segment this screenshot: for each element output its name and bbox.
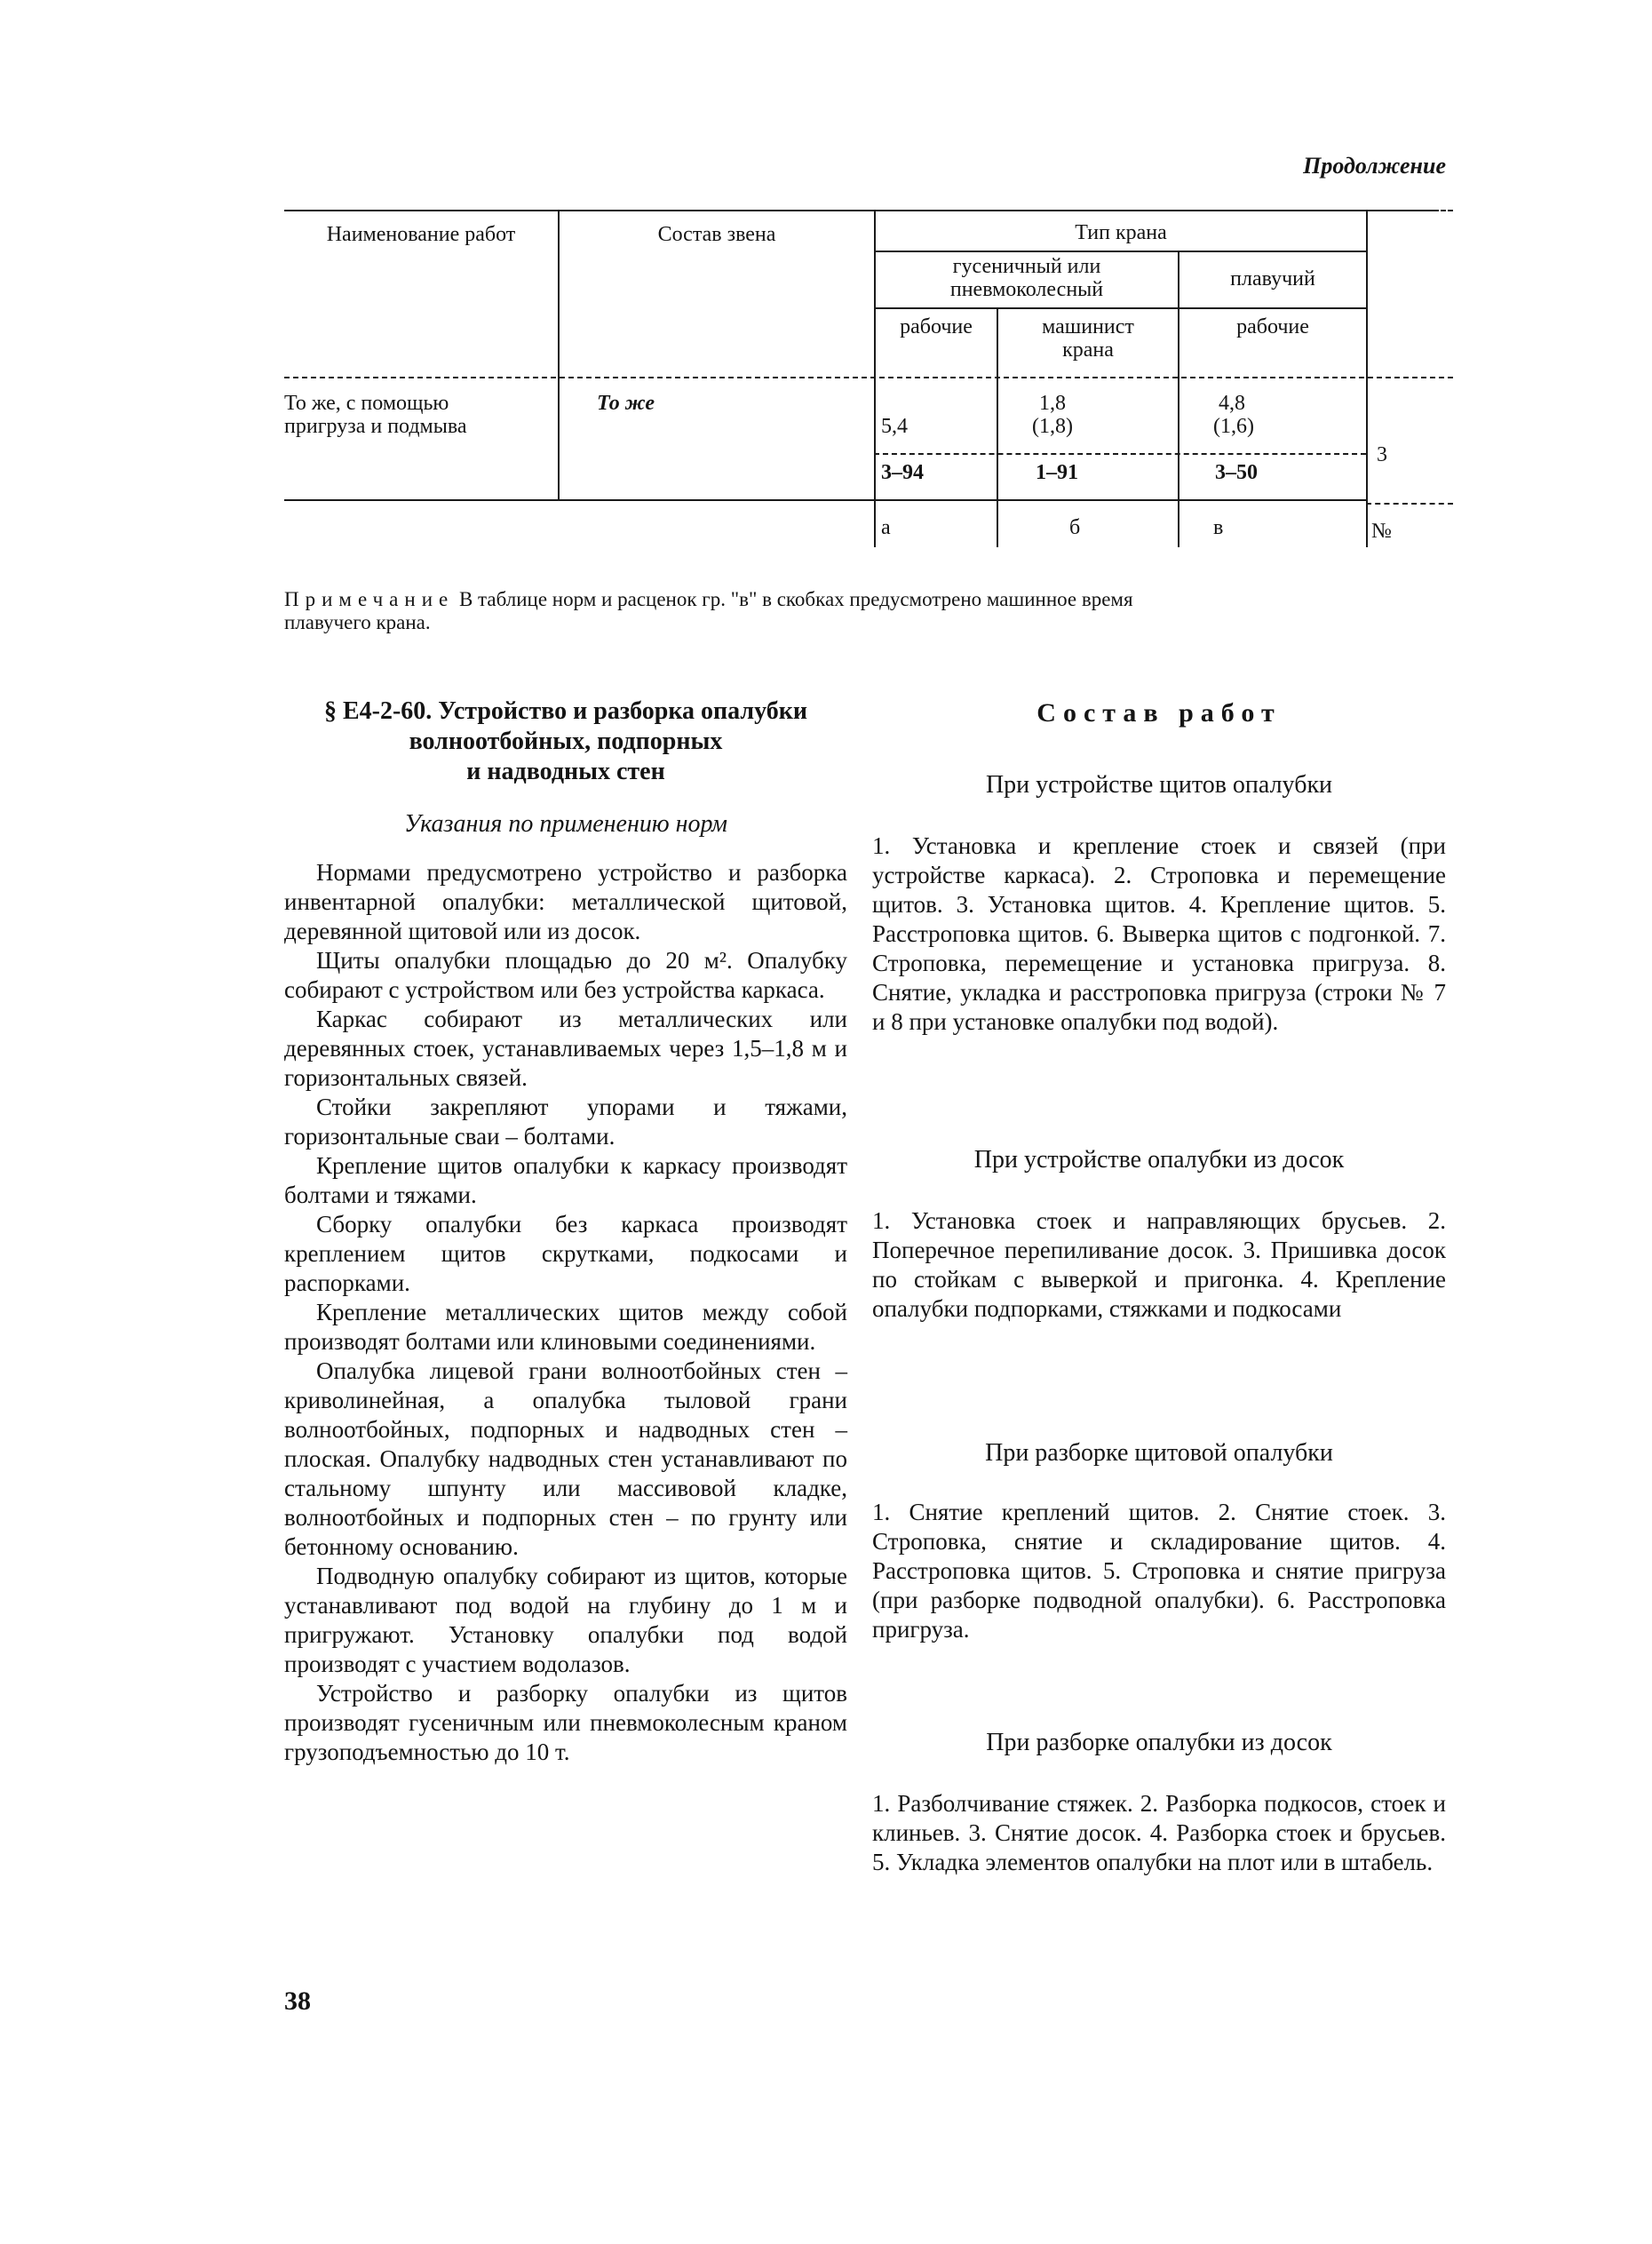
column-letter-a: а <box>881 516 891 539</box>
col-divider-1 <box>558 210 560 499</box>
guideline-paragraph: Нормами предусмотрено устройство и разборка инвентарной опалубки: металлической щитовой, деревянной щитовой или из досок. <box>284 859 847 944</box>
work-group-heading-2: При устройстве опалубки из досок <box>973 1146 1345 1174</box>
guidelines-title: Указания по применению норм <box>404 810 727 838</box>
norms-table <box>284 210 1453 547</box>
crane-subtype-underline <box>874 307 1366 309</box>
crane-type-underline <box>874 251 1366 252</box>
row-bottom-rule-tail <box>1366 503 1453 505</box>
note-text-line2: плавучего крана. <box>284 611 431 633</box>
guideline-paragraph: Устройство и разборку опалубки из щитов производят гусеничным или пневмоколесным краном грузоподъемностью до 10 т. <box>284 1680 847 1765</box>
header-operator-line2: крана <box>1062 338 1114 362</box>
header-floating: плавучий <box>1230 267 1315 290</box>
guideline-paragraph: Крепление металлических щитов между собой производят болтами или клиновыми соединениями. <box>284 1299 847 1355</box>
section-title-line1: § Е4-2-60. Устройство и разборка опалубки <box>323 697 808 725</box>
work-group-heading-1: При устройстве щитов опалубки <box>985 771 1333 799</box>
cell-b-norm: 1,8 <box>1039 392 1066 415</box>
guideline-paragraph: Щиты опалубки площадью до 20 м². Опалубку собирают с устройством или без устройства каркаса. <box>284 947 847 1003</box>
guideline-paragraph: Опалубка лицевой грани волноотбойных стен – криволинейная, а опалубка тыловой грани волноотбойных, подпорных и надводных стен – плоская. Опалубку надводных стен устанавливают по стальному шпунту или массивовой кладке, волноотбойных и подпорных стен – по грунту или бетонному основанию. <box>284 1357 847 1560</box>
section-title-line2: волноотбойных, подпорных <box>409 728 723 755</box>
work-group-text-1 <box>872 832 1446 1037</box>
cell-b-norm-machine: (1,8) <box>1032 415 1073 438</box>
work-group-text-3 <box>872 1498 1446 1644</box>
norm-rate-divider <box>874 453 1366 455</box>
work-group-steps: 1. Установка и крепление стоек и связей (при устройстве каркаса). 2. Строповка и перемещение щитов. 3. Установка щитов. 4. Крепление щитов. 5. Расстроповка щитов. 6. Выверка щитов с подгонкой. 7. Строповка, перемещение и установка пригруза. 8. Снятие, укладка и расстроповка пригруза (строки № 7 и 8 при установке опалубки под водой). <box>872 832 1446 1035</box>
work-group-heading-3: При разборке щитовой опалубки <box>985 1439 1333 1467</box>
work-group-steps: 1. Установка стоек и направляющих брусьев. 2. Поперечное перепиливание досок. 3. Пришивка досок по стойкам с выверкой и пригонка. 4. Крепление опалубки подпорками, стяжками и подкосами <box>872 1207 1446 1322</box>
row-name-line2: пригруза и подмыва <box>284 415 467 438</box>
continuation-label: Продолжение <box>1303 153 1446 179</box>
cell-c-rate: 3–50 <box>1215 461 1258 484</box>
work-group-text-2 <box>872 1206 1446 1324</box>
work-group-steps: 1. Разболчивание стяжек. 2. Разборка подкосов, стоек и клиньев. 3. Снятие досок. 4. Разборка стоек и брусьев. 5. Укладка элементов опалубки на плот или в штабель. <box>872 1790 1446 1875</box>
cell-row-number: 3 <box>1377 443 1387 466</box>
header-work-name: Наименование работ <box>326 223 516 246</box>
column-letter-c: в <box>1213 516 1224 539</box>
cell-c-norm-machine: (1,6) <box>1213 415 1254 438</box>
page-number: 38 <box>284 1986 311 2016</box>
column-number-label: № <box>1371 520 1392 543</box>
header-bottom-rule <box>284 377 1453 378</box>
cell-a-norm: 5,4 <box>881 415 908 438</box>
row-crew: То же <box>597 392 655 415</box>
row-name-line1: То же, с помощью <box>284 392 449 415</box>
header-workers: рабочие <box>900 315 973 338</box>
table-top-rule-tail <box>1434 210 1453 211</box>
header-operator-line1: машинист <box>1042 315 1134 338</box>
note-text-line1: В таблице норм и расценок гр. "в" в скобках предусмотрено машинное время <box>458 588 1133 610</box>
note-label: Примечание <box>284 588 455 610</box>
header-workers-floating: рабочие <box>1236 315 1309 338</box>
guideline-paragraph: Подводную опалубку собирают из щитов, которые устанавливают под водой на глубину до 1 м и пригружают. Установку опалубки под водой производят с участием водолазов. <box>284 1563 847 1677</box>
col-divider-4 <box>1178 251 1179 547</box>
section-title <box>284 696 847 787</box>
guideline-paragraph: Каркас собирают из металлических или деревянных стоек, устанавливаемых через 1,5–1,8 м и горизонтальных связей. <box>284 1006 847 1091</box>
header-crawler-line1: гусеничный или <box>952 255 1101 278</box>
work-composition-title: Состав работ <box>1036 698 1282 728</box>
work-group-heading-4: При разборке опалубки из досок <box>986 1729 1332 1756</box>
header-crawler-line2: пневмоколесный <box>949 278 1104 301</box>
table-top-rule <box>284 210 1434 211</box>
guideline-paragraph: Крепление щитов опалубки к каркасу производят болтами и тяжами. <box>284 1152 847 1208</box>
header-crew: Состав звена <box>657 223 776 246</box>
guideline-paragraph: Стойки закрепляют упорами и тяжами, горизонтальные сваи – болтами. <box>284 1094 847 1150</box>
work-group-text-4 <box>872 1789 1446 1877</box>
table-note <box>284 588 1457 634</box>
col-divider-5 <box>1366 210 1368 547</box>
guideline-paragraph: Сборку опалубки без каркаса производят креплением щитов скрутками, подкосами и распорками. <box>284 1211 847 1296</box>
cell-b-rate: 1–91 <box>1036 461 1078 484</box>
column-letter-b: б <box>1069 516 1081 539</box>
row-bottom-rule <box>284 499 1366 501</box>
cell-a-rate: 3–94 <box>881 461 924 484</box>
cell-c-norm: 4,8 <box>1219 392 1245 415</box>
header-crane-type: Тип крана <box>1075 221 1167 244</box>
work-group-steps: 1. Снятие креплений щитов. 2. Снятие стоек. 3. Строповка, снятие и складирование щитов. 4. Расстроповка щитов. 5. Строповка и снятие пригруза (при разборке подводной опалубки). 6. Расстроповка пригруза. <box>872 1499 1446 1643</box>
guidelines-text <box>284 858 847 1767</box>
section-title-line3: и надводных стен <box>466 758 665 785</box>
